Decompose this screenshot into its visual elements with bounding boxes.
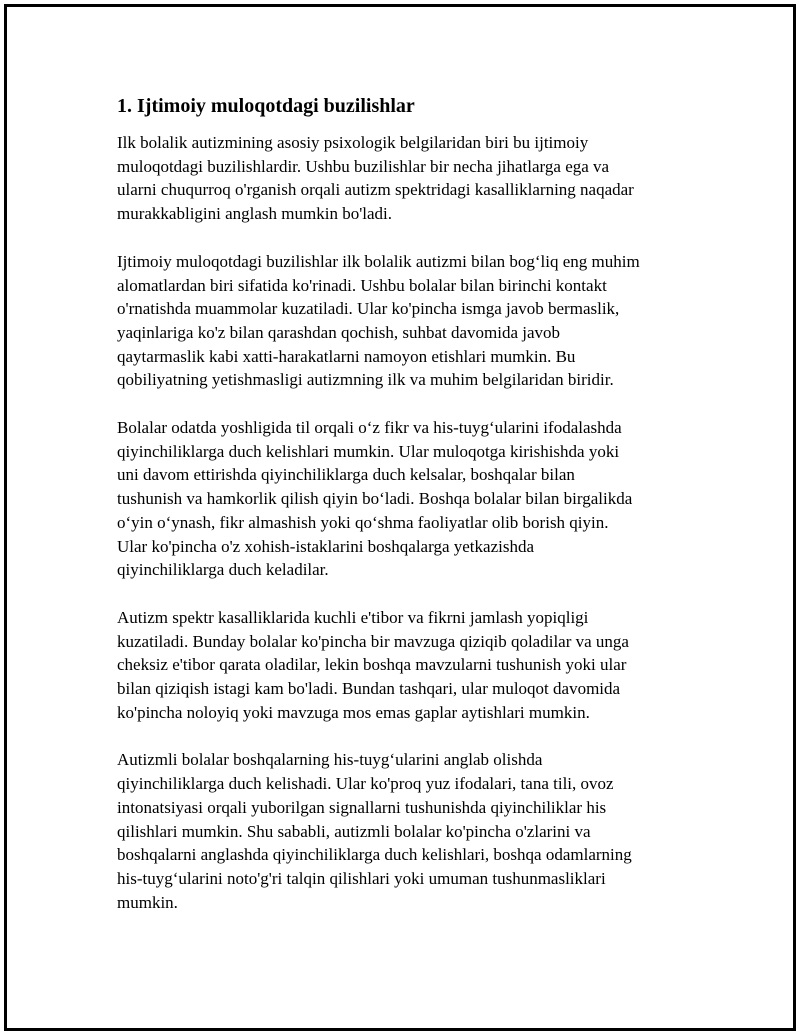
paragraph-2: Ijtimoiy muloqotdagi buzilishlar ilk bolalik autizmi bilan bog‘liq eng muhim alomatlardan biri sifatida ko'rinadi. Ushbu bolalar bilan birinchi kontakt o'rnatishda muammolar kuzatiladi. Ular ko'pincha ismga javob bermaslik, yaqinlariga ko'z bilan qarashdan qochish, suhbat davomida javob qaytarmaslik kabi xatti-harakatlarni namoyon etishlari mumkin. Bu qobiliyatning yetishmasligi autizmning ilk va muhim belgilaridan biridir.: [117, 251, 640, 390]
paragraph-5: Autizmli bolalar boshqalarning his-tuyg‘ularini anglab olishda qiyinchiliklarga duch kelishadi. Ular ko'proq yuz ifodalari, tana tili, ovoz intonatsiyasi orqali yuborilgan signallarni tushunishda qiyinchiliklar his qilishlari mumkin. Shu sababli, autizmli bolalar ko'pincha o'zlarini va boshqalarni anglashda qiyinchiliklarga duch kelishlari, boshqa odamlarning his-tuyg‘ularini noto'g'ri talqin qilishlari yoki umuman tushunmasliklari mumkin.: [117, 750, 632, 912]
document-body: [117, 92, 707, 938]
paragraph-4: Autizm spektr kasalliklarida kuchli e'tibor va fikrni jamlash yopiqligi kuzatiladi. Bunday bolalar ko'pincha bir mavzuga qiziqib qoladilar va unga cheksiz e'tibor qarata oladilar, lekin boshqa mavzularni tushunish yoki ular bilan qiziqish istagi kam bo'ladi. Bundan tashqari, ular muloqot davomida ko'pincha noloyiq yoki mavzuga mos emas gaplar aytishlari mumkin.: [117, 607, 629, 722]
paragraph-1: Ilk bolalik autizmining asosiy psixologik belgilaridan biri bu ijtimoiy muloqotdagi buzilishlardir. Ushbu buzilishlar bir necha jihatlarga ega va ularni chuqurroq o'rganish orqali autizm spektridagi kasalliklarning naqadar murakkabligini anglash mumkin bo'ladi.: [117, 133, 634, 224]
section-heading: 1. Ijtimoiy muloqotdagi buzilishlar: [117, 95, 415, 117]
paragraph-3: Bolalar odatda yoshligida til orqali o‘z fikr va his-tuyg‘ularini ifodalashda qiyinchiliklarga duch kelishlari mumkin. Ular muloqotga kirishishda yoki uni davom ettirishda qiyinchiliklarga duch kelsalar, boshqalar bilan tushunish va hamkorlik qilish qiyin bo‘ladi. Boshqa bolalar bilan birgalikda o‘yin o‘ynash, fikr almashish yoki qo‘shma faoliyatlar olib borish qiyin. Ular ko'pincha o'z xohish-istaklarini boshqalarga yetkazishda qiyinchiliklarga duch keladilar.: [117, 418, 633, 580]
